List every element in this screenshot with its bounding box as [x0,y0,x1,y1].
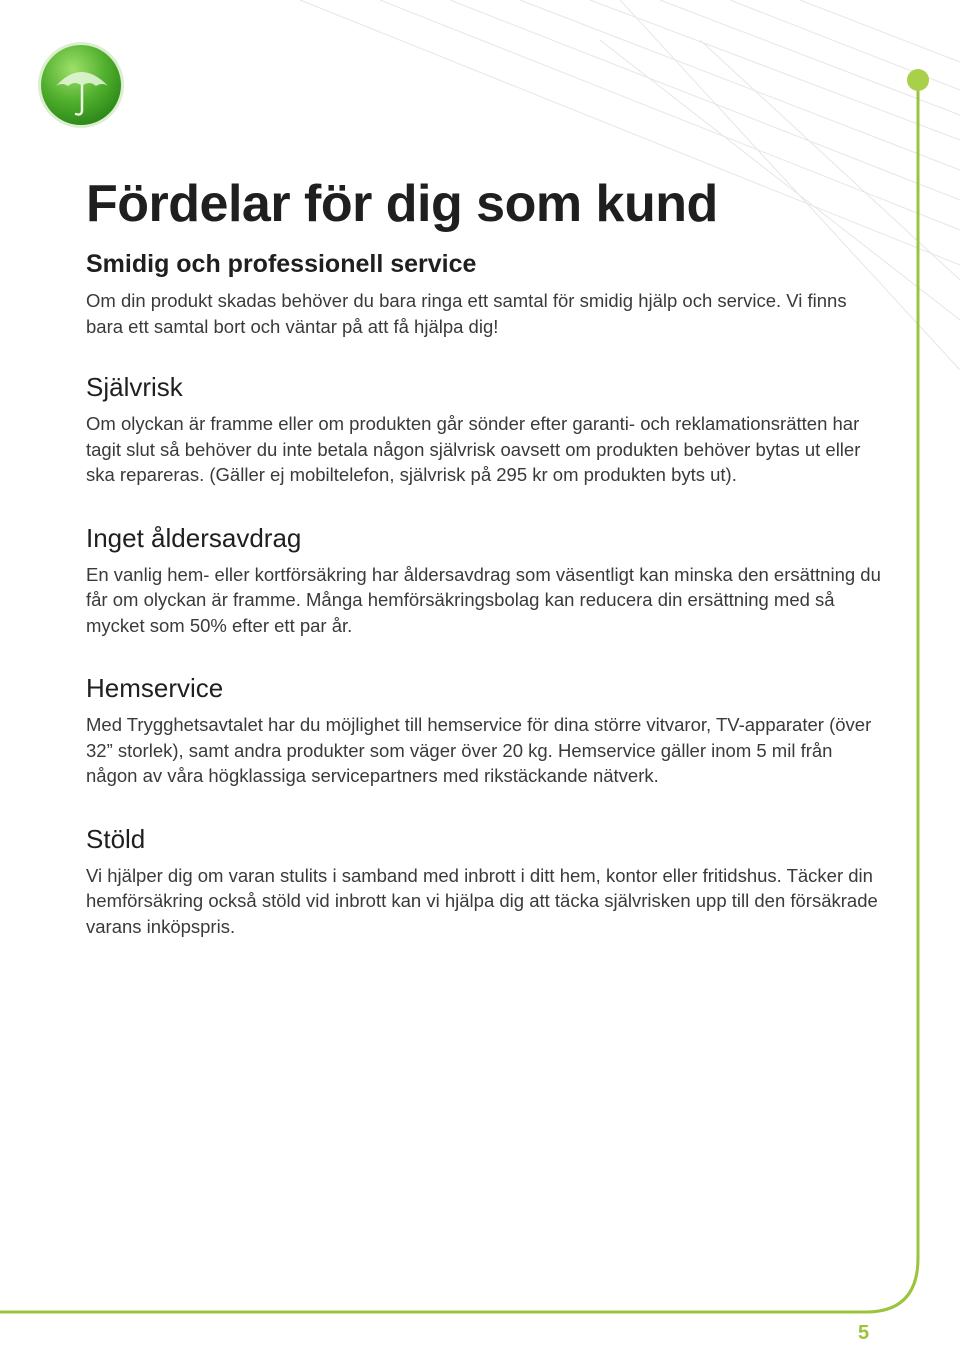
section-body: Vi hjälper dig om varan stulits i samband med inbrott i ditt hem, kontor eller fritidshus. Täcker din hemförsäkring också stöld vid inbrott kan vi hjälpa dig att täcka självrisken upp till den försäkrade varans inköpspris. [86,864,878,937]
section-body: Med Trygghetsavtalet har du möjlighet till hemservice för dina större vitvaror, TV-apparater (över 32” storlek), samt andra produkter som väger över 20 kg. Hemservice gäller inom 5 mil från någon av våra högklassiga servicepartners med rikstäckande nätverk. [86,714,872,786]
section-heading: Hemservice [86,673,224,703]
section-heading: Självrisk [86,372,183,402]
section-aldersavdrag [86,522,886,639]
page-number: 5 [858,1322,870,1344]
section-stold [86,823,886,940]
section-heading: Inget åldersavdrag [86,522,302,553]
section-heading: Stöld [86,823,146,854]
section-service [86,248,886,339]
section-sjalvrisk [86,371,886,488]
section-heading: Smidig och professionell service [86,250,477,278]
page-title: Fördelar för dig som kund [86,175,718,233]
section-body: Om din produkt skadas behöver du bara ringa ett samtal för smidig hjälp och service. Vi finns bara ett samtal bort och väntar på att få hjälpa dig! [86,290,847,337]
section-body: En vanlig hem- eller kortförsäkring har åldersavdrag som väsentligt kan minska den ersättning du får om olyckan är framme. Många hemförsäkringsbolag kan reducera din ersättning med så mycket som 50% efter ett par år. [86,563,881,636]
section-body: Om olyckan är framme eller om produkten går sönder efter garanti- och reklamationsrätten har tagit slut så behöver du inte betala någon självrisk oavsett om produkten behöver bytas ut eller ska repareras. (Gäller ej mobiltelefon, självrisk på 295 kr om produkten byts ut). [86,413,861,485]
document-content [86,174,886,973]
section-hemservice [86,672,886,789]
umbrella-logo-icon [36,40,126,130]
